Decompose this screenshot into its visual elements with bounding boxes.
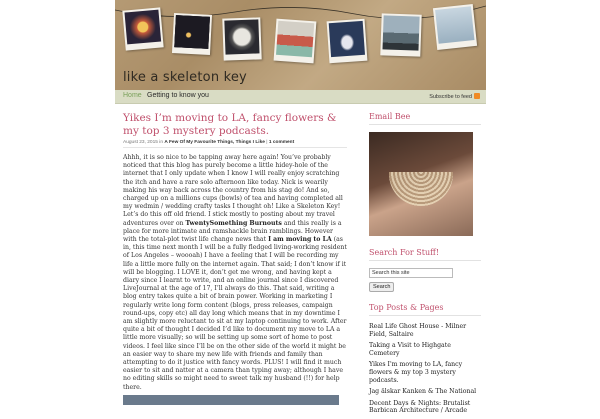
top-posts-list: [369, 323, 481, 415]
nav-home[interactable]: Home: [123, 92, 142, 99]
rss-icon[interactable]: [474, 93, 480, 99]
top-post-item[interactable]: Taking a Visit to Highgate Cemetery: [369, 342, 451, 357]
fireworks-photo: [122, 7, 163, 50]
sidebar: [369, 112, 481, 419]
widget-divider: [369, 124, 481, 125]
widget-divider: [369, 315, 481, 316]
page: [115, 0, 486, 415]
main-content: [123, 112, 347, 392]
lace-collar: [389, 172, 453, 206]
post-categories[interactable]: A Few Of My Favourite Things, Things I Like: [164, 140, 265, 145]
moon-flower-photo: [222, 17, 261, 60]
bee-avatar-photo[interactable]: [369, 132, 473, 236]
post-body-text-3: (as in, this time next month I will be a fully fledged living-working resident of Los Angeles – woooah) I have a feeling that I will be recording my life a little more fully on the internet again. That said; I don’t know if it will be blogging. I LOVE it, don’t get me wrong, and having kept a diary since I learnt to write, and an online journal since I discovered LiveJournal at the age of 17, I’ll always do this. That said, writing a blog entry takes quite a bit of brain power. Working in marketing I regularly write long form content (blogs, press releases, campaign round-ups, copy etc) all day long which means that in my downtime I am slightly more reluctant to sit at my laptop continuing to work. After quite a bit of thought I decided I’d like to document my move to LA a little more visually; so will be setting up some sort of home to post videos. I feel like since I’ll be on the other side of the world it might be an easier way to share my new life with friends and family than attempting to do it justice with fancy words. PLUS! I will find it much easier to sit and natter at a camera than typing away; although I have no editing skills so might need to sweet talk my husband (!!) for help there.: [123, 236, 347, 391]
post-date: August 23, 2015 in: [123, 140, 164, 145]
birds-sky-photo: [433, 4, 477, 50]
email-bee-title: Email Bee: [369, 112, 411, 121]
meta-separator: |: [266, 140, 268, 145]
search-input[interactable]: [369, 268, 453, 278]
red-cake-photo: [274, 19, 317, 64]
landscape-photo: [380, 13, 421, 56]
nav-bar: [115, 90, 486, 104]
top-post-item[interactable]: Decent Days & Nights: Brutalist Barbican Architecture / Arcade: [369, 399, 471, 415]
subscribe-label[interactable]: Subscribe to feed: [429, 94, 472, 100]
header-banner: [115, 0, 486, 90]
post-body-text-2: and this really is a place for more intimate and ramshackle brain ramblings. However with the total-plot twist life change news that: [123, 219, 342, 244]
post-meta: [123, 140, 347, 148]
search-title: Search For Stuff!: [369, 248, 440, 257]
city-lights-photo: [172, 13, 212, 55]
twentysomething-link[interactable]: TwentySomething Burnouts: [185, 219, 282, 227]
top-posts-title: Top Posts & Pages: [369, 303, 444, 312]
top-post-item[interactable]: Real Life Ghost House - Milner Field, Saltaire: [369, 323, 467, 338]
post-body: [123, 154, 347, 392]
post-title[interactable]: Yikes I’m moving to LA, fancy flowers & my top 3 mystery podcasts.: [123, 112, 337, 137]
moving-to-la-link[interactable]: I am moving to LA: [268, 236, 332, 244]
post-body-text-1: Ahhh, it is so nice to be tapping away here again! You’ve probably noticed that this blog has purely become a little hidey-hole of the internet that I only update when I know I will really enjoy scratching the itch and have a rare solo afternoon like today. Nick is wearily making his way back across the country from his stag do! And so, charged up on a millions cups (bowls) of tea and having completed all my wedmin / wedding crafty tasks I thought oh! Like a Skeleton Key! Let’s do this off old friend. I stick mostly to posting about my travel adventures over on: [123, 154, 343, 227]
post-comments-link[interactable]: 1 comment: [268, 140, 295, 145]
subscribe-link[interactable]: [429, 93, 480, 100]
nav-getting-to-know-you[interactable]: Getting to know you: [147, 92, 209, 99]
shoes-photo: [327, 19, 368, 64]
widget-divider: [369, 260, 481, 261]
top-post-item[interactable]: Yikes I'm moving to LA, fancy flowers & my top 3 mystery podcasts.: [369, 361, 463, 384]
search-button[interactable]: Search: [369, 282, 394, 292]
top-post-item[interactable]: Jag älskar Kanken & The National: [369, 388, 477, 396]
post-image: [123, 395, 339, 405]
site-title[interactable]: like a skeleton key: [123, 70, 247, 85]
